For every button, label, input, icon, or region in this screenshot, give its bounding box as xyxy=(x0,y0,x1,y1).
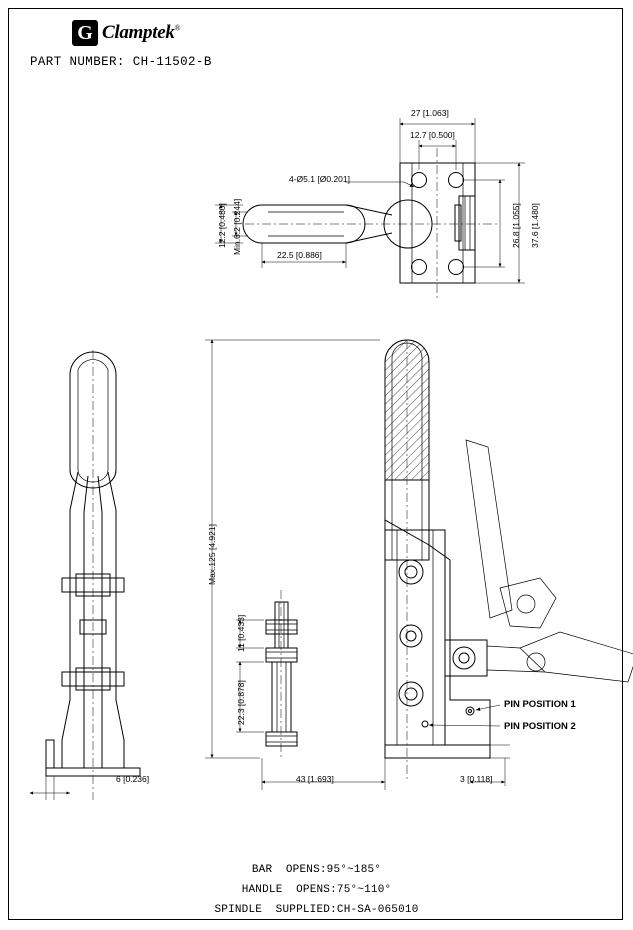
dim-base-length: 43 [1.693] xyxy=(296,774,334,784)
dim-bar-thickness: 12.2 [0.480] xyxy=(217,203,227,248)
dim-side-base-width: 6 [0.236] xyxy=(116,774,150,784)
dim-top-width-inner: 12.7 [0.500] xyxy=(410,130,455,140)
dim-top-height-overall: 37.6 [1.480] xyxy=(530,203,540,248)
dim-spindle-lower: 22.3 [0.878] xyxy=(236,680,246,725)
note-bar-opens: BAR OPENS:95°~185° xyxy=(251,864,382,876)
dim-top-height-inner: 26.8 [1.055] xyxy=(511,203,521,248)
dim-top-width-overall: 27 [1.063] xyxy=(411,108,449,118)
dim-bar-min-thickness: Min.6.2 [0.244] xyxy=(232,198,242,255)
dim-max-height: Max.125 [4.921] xyxy=(207,524,217,585)
callout-pin-position-2: PIN POSITION 2 xyxy=(504,721,576,732)
registered-trademark-icon: ® xyxy=(174,23,181,33)
dim-base-thickness: 3 [0.118] xyxy=(460,774,493,784)
callout-pin-position-1: PIN POSITION 1 xyxy=(504,699,576,710)
dim-spindle-upper: 11 [0.433] xyxy=(236,614,246,652)
dim-bar-length: 22.5 [0.886] xyxy=(277,250,322,260)
brand-logo xyxy=(72,20,180,46)
logo-wordmark xyxy=(102,22,180,44)
note-spindle-supplied: SPINDLE SUPPLIED:CH-SA-065010 xyxy=(214,904,419,916)
logo-wordmark-text: Clamptek xyxy=(102,22,175,43)
logo-mark-icon: G xyxy=(72,20,98,46)
part-number: PART NUMBER: CH-11502-B xyxy=(30,55,212,69)
dim-hole-note: 4-Ø5.1 [Ø0.201] xyxy=(289,174,350,184)
note-handle-opens: HANDLE OPENS:75°~110° xyxy=(241,884,392,896)
